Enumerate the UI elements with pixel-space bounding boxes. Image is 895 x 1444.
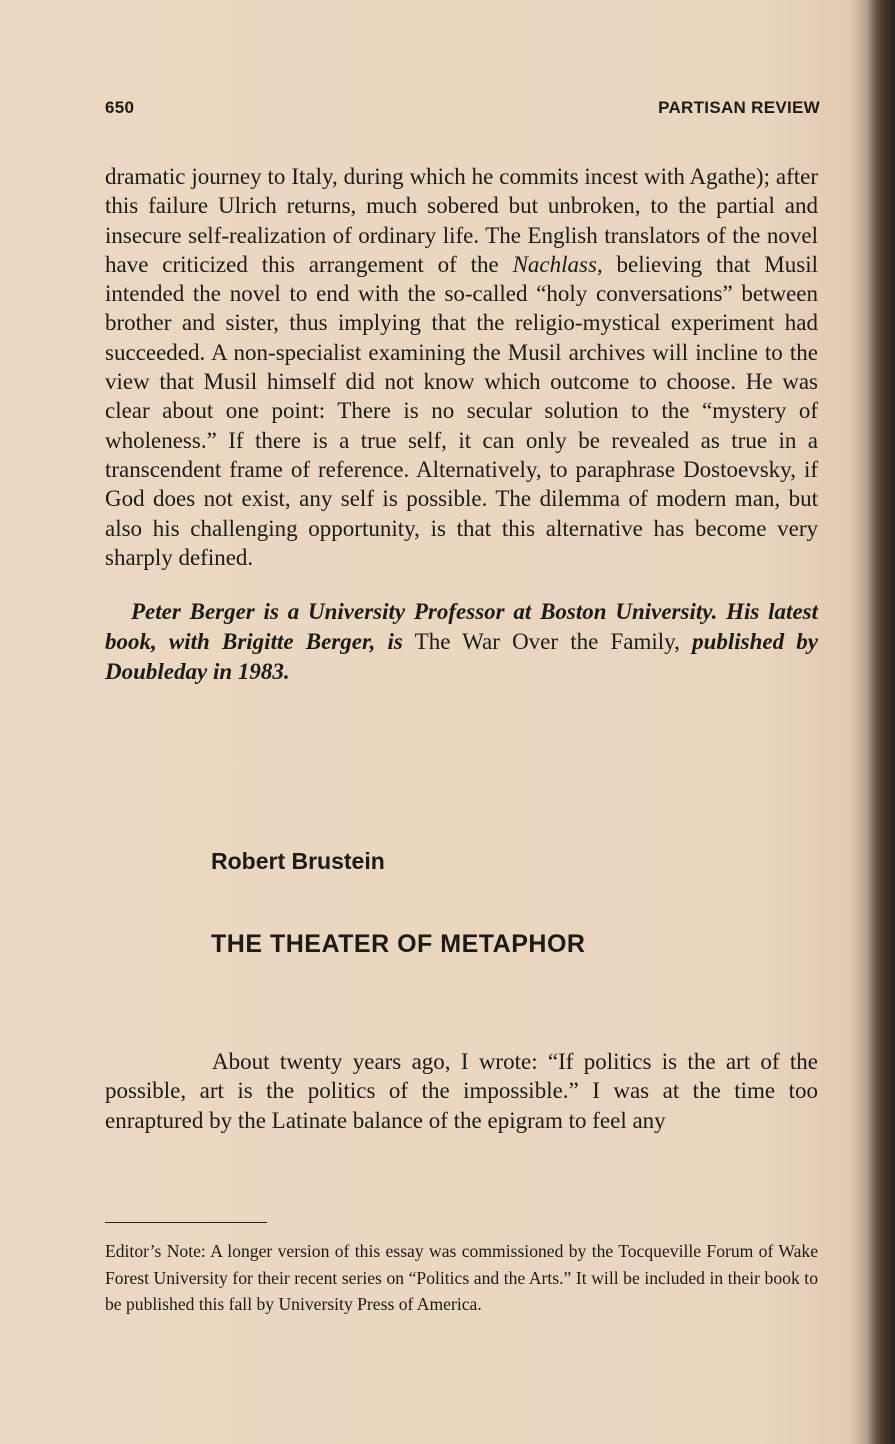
contributor-book-title: The War Over the Family, (402, 629, 693, 654)
paragraph-1-text-b: believing that Musil intended the novel to end with the so-called “holy conversations” between brother and sister, thus implying that the religio-mystical experiment had succeeded. A non-specialist examining the Musil archives will incline to the view that Musil himself did not know which outcome to choose. He was clear about one point: There is no secular solution to the “mystery of wholeness.” If there is a true self, it can only be revealed as true in a transcendent frame of reference. Alternatively, to paraphrase Dostoevsky, if God does not exist, any self is possible. The dilemma of modern man, but also his challenging opportunity, is that this alternative has become very sharply defined. (105, 251, 818, 570)
body-paragraph-1 (105, 162, 818, 572)
contributor-note-part-2: published by Doubleday in 1983. (105, 629, 818, 684)
paragraph-1-text-a: dramatic journey to Italy, during which he commits incest with Agathe); after this failure Ulrich returns, much sobered but unbroken, to the partial and insecure self-realization of ordinary life. The English translators of the novel have criticized this arrangement of the (105, 164, 818, 277)
paragraph-1-emphasis: Nachlass, (512, 251, 603, 277)
contributor-note (105, 597, 818, 687)
contributor-note-part-1: Peter Berger is a University Professor at Boston University. His latest book, with Brigitte Berger, is (105, 599, 818, 654)
editors-note: Editor’s Note: A longer version of this essay was commissioned by the Tocqueville Forum of Wake Forest University for their recent series on “Politics and the Arts.” It will be included in their book to be published this fall by University Press of America. (105, 1241, 818, 1314)
book-spine-shadow (867, 0, 895, 1444)
page-number: 650 (105, 98, 135, 117)
body-paragraph-2: About twenty years ago, I wrote: “If politics is the art of the possible, art is the politics of the impossible.” I was at the time too enraptured by the Latinate balance of the epigram to feel any (105, 1049, 818, 1133)
journal-title: PARTISAN REVIEW (658, 98, 820, 117)
article-author: Robert Brustein (211, 848, 385, 874)
footnote-rule (105, 1222, 267, 1223)
article-title: THE THEATER OF METAPHOR (211, 930, 586, 958)
